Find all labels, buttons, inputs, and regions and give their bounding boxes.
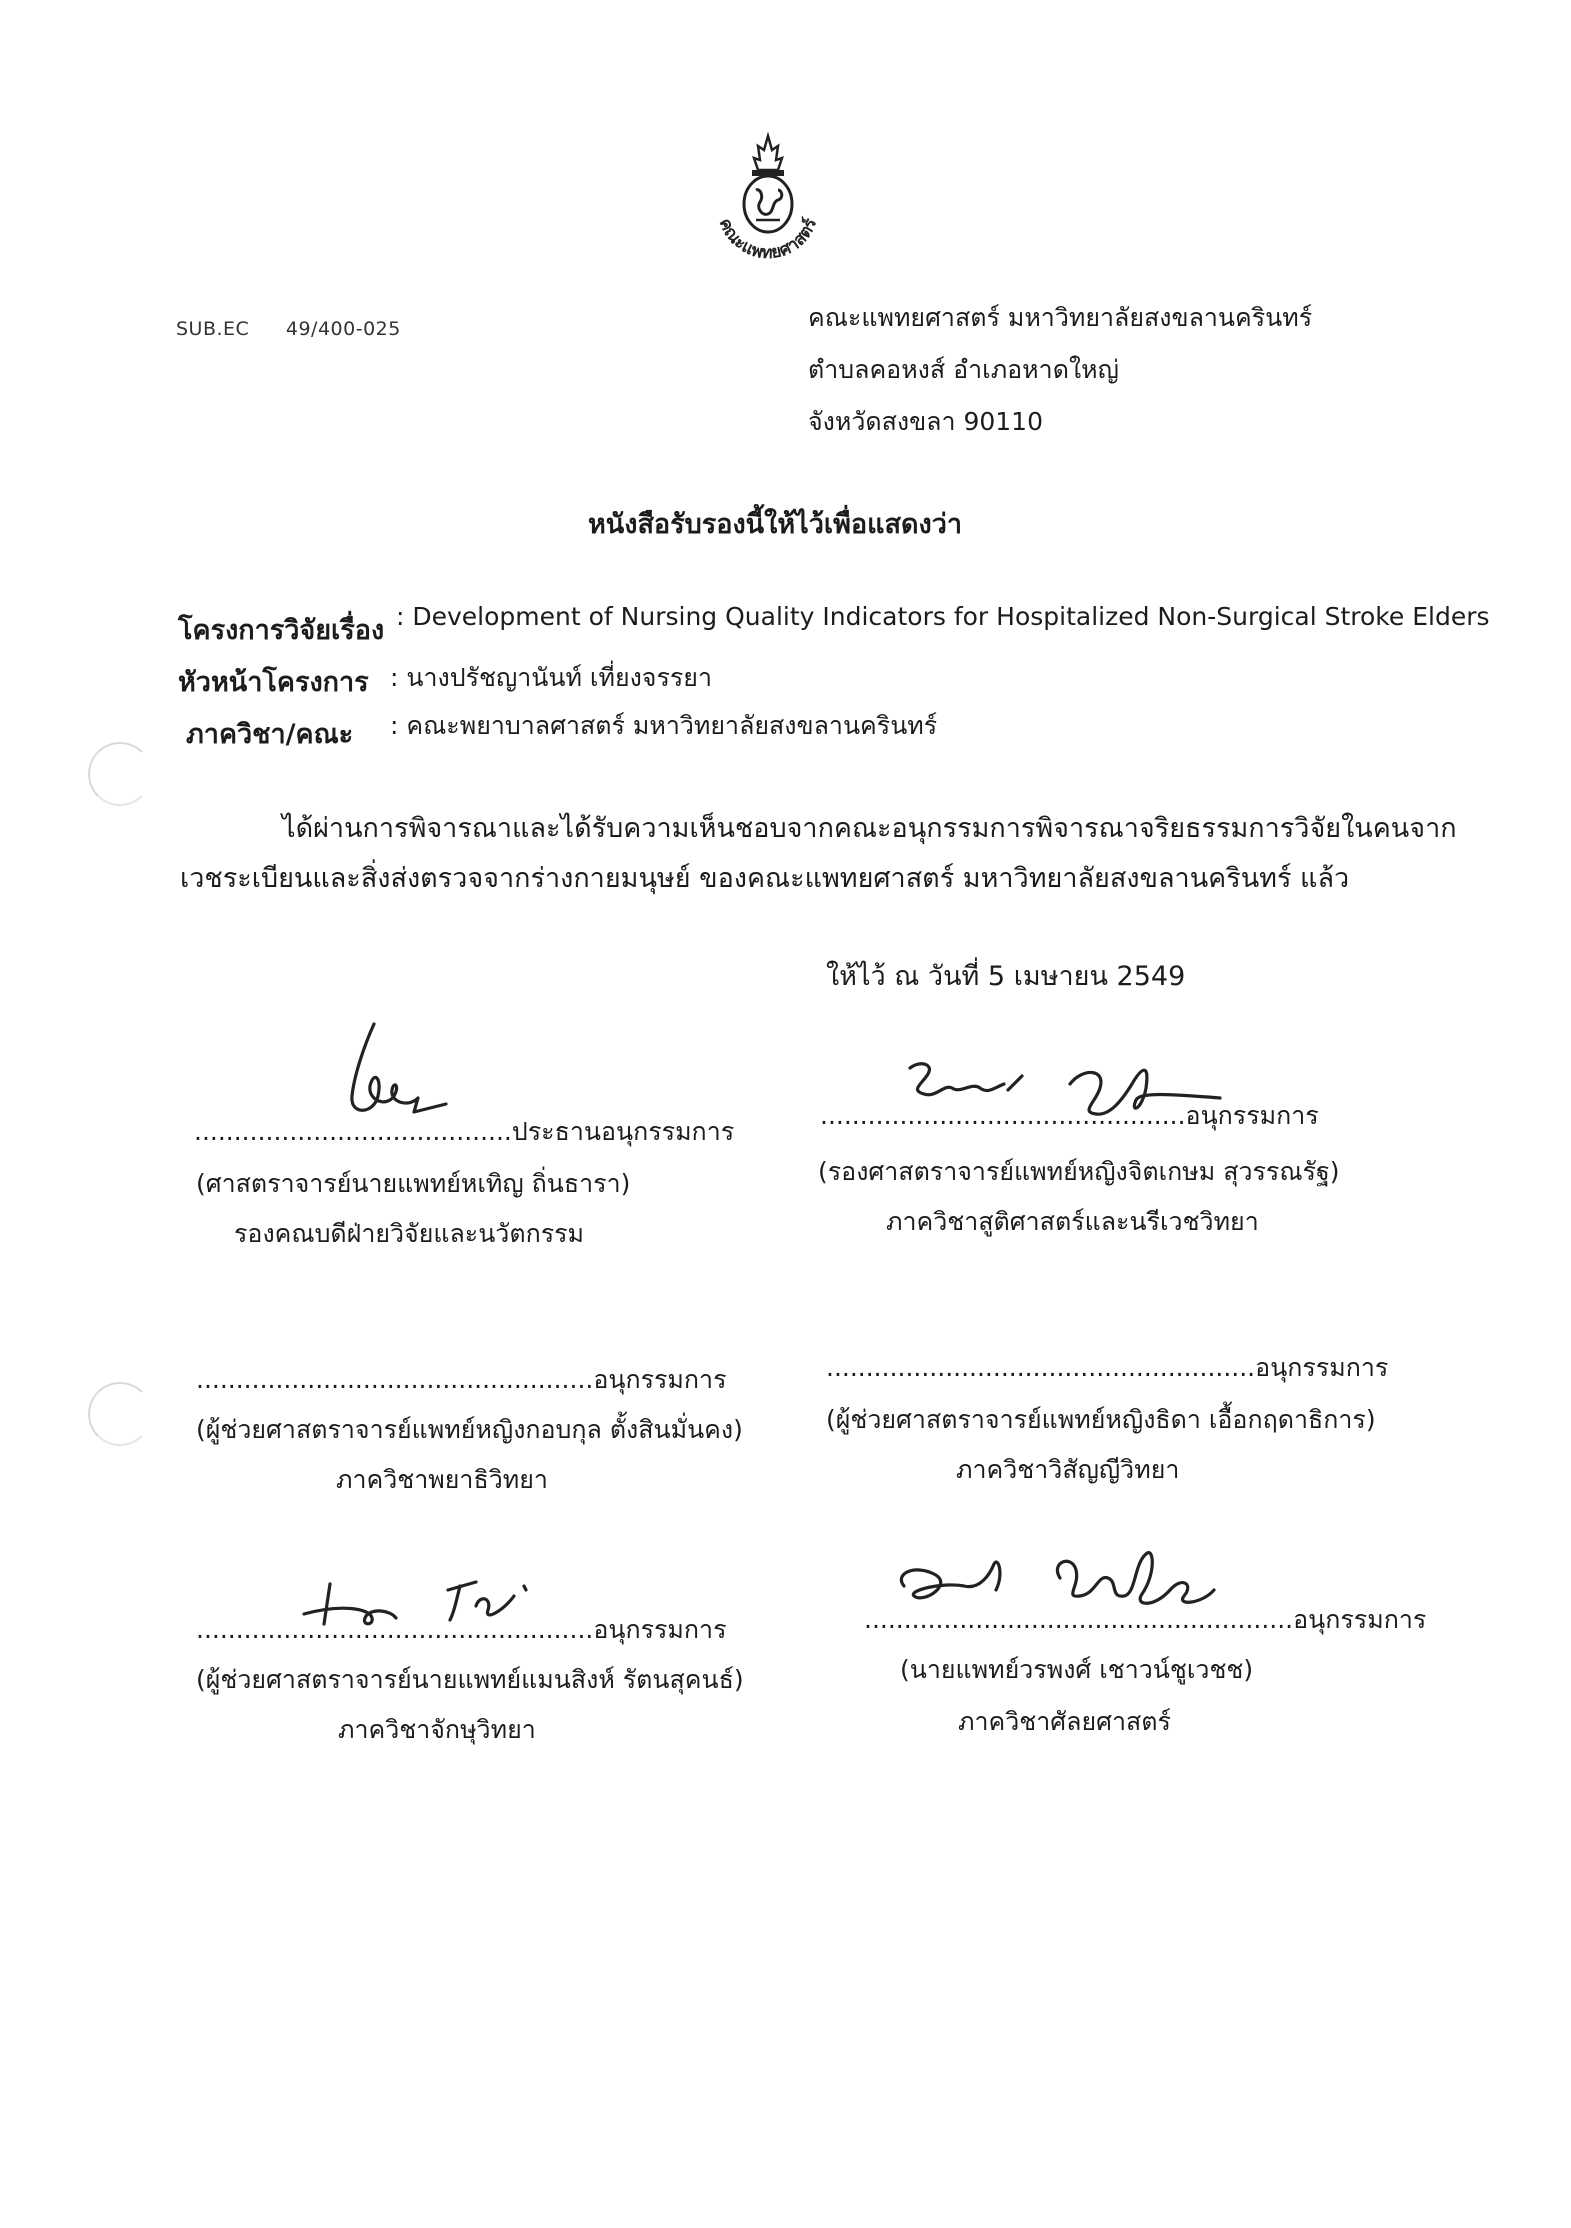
- signature-line-member-3: ......................................................อนุกรรมการ: [826, 1353, 1389, 1382]
- signatory-name-member-4: (ผู้ช่วยศาสตราจารย์นายแพทย์แมนสิงห์ รัตนสุคนธ์): [196, 1665, 744, 1694]
- signatory-name-chairman: (ศาสตราจารย์นายแพทย์หเทิญ ถิ่นธารา): [196, 1169, 631, 1198]
- field-value-department: : คณะพยาบาลศาสตร์ มหาวิทยาลัยสงขลานครินทร์: [390, 711, 938, 740]
- field-label-department: ภาควิชา/คณะ: [186, 719, 354, 750]
- address-line-3: จังหวัดสงขลา 90110: [808, 407, 1043, 436]
- issue-date: ให้ไว้ ณ วันที่ 5 เมษายน 2549: [826, 961, 1186, 992]
- signature-line-chairman: ........................................ประธานอนุกรรมการ: [194, 1117, 735, 1146]
- signatory-dept-member-1: ภาควิชาสูติศาสตร์และนรีเวชวิทยา: [886, 1207, 1259, 1236]
- statement-line-1: ได้ผ่านการพิจารณาและได้รับความเห็นชอบจากคณะอนุกรรมการพิจารณาจริยธรรมการวิจัยในคนจาก: [282, 813, 1457, 844]
- faculty-emblem: [698, 130, 838, 270]
- punch-hole-bottom: [88, 1382, 152, 1446]
- signatory-dept-member-2: ภาควิชาพยาธิวิทยา: [336, 1465, 548, 1494]
- signatory-name-member-5: (นายแพทย์วรพงศ์ เชาวน์ชูเวชช): [900, 1655, 1254, 1684]
- address-line-1: คณะแพทยศาสตร์ มหาวิทยาลัยสงขลานครินทร์: [808, 303, 1313, 332]
- doc-code: [176, 318, 401, 340]
- signatory-dept-chairman: รองคณบดีฝ่ายวิจัยและนวัตกรรม: [234, 1219, 585, 1248]
- field-value-project: : Development of Nursing Quality Indicators for Hospitalized Non-Surgical Stroke Elders: [396, 602, 1490, 631]
- signature-line-member-4: ..................................................อนุกรรมการ: [196, 1615, 727, 1644]
- field-label-project: โครงการวิจัยเรื่อง: [178, 615, 385, 646]
- signatory-name-member-2: (ผู้ช่วยศาสตราจารย์แพทย์หญิงกอบกุล ตั้งสินมั่นคง): [196, 1415, 743, 1444]
- signature-line-member-5: ......................................................อนุกรรมการ: [864, 1605, 1427, 1634]
- signature-line-member-2: ..................................................อนุกรรมการ: [196, 1365, 727, 1394]
- signatory-name-member-1: (รองศาสตราจารย์แพทย์หญิงจิตเกษม สุวรรณรัฐ): [818, 1157, 1340, 1186]
- emblem-text: คณะแพทยศาสตร์: [714, 215, 822, 264]
- address-line-2: ตำบลคอหงส์ อำเภอหาดใหญ่: [808, 355, 1119, 384]
- field-value-lead: : นางปรัชญานันท์ เที่ยงจรรยา: [390, 663, 712, 692]
- signatory-dept-member-4: ภาควิชาจักษุวิทยา: [338, 1715, 536, 1744]
- doc-code-prefix: SUB.EC: [176, 318, 250, 340]
- page-title: หนังสือรับรองนี้ให้ไว้เพื่อแสดงว่า: [588, 509, 963, 540]
- signature-chairman: [334, 1016, 464, 1126]
- doc-code-number: 49/400-025: [285, 318, 401, 340]
- svg-text:คณะแพทยศาสตร์: [715, 215, 822, 263]
- field-label-lead: หัวหน้าโครงการ: [178, 667, 369, 698]
- punch-hole-top: [88, 742, 152, 806]
- statement-line-2: เวชระเบียนและสิ่งส่งตรวจจากร่างกายมนุษย์ ของคณะแพทยศาสตร์ มหาวิทยาลัยสงขลานครินทร์ แล้ว: [180, 863, 1350, 894]
- signature-line-member-1: ..............................................อนุกรรมการ: [820, 1101, 1319, 1130]
- signatory-name-member-3: (ผู้ช่วยศาสตราจารย์แพทย์หญิงธิดา เอื้อกฤดาธิการ): [826, 1405, 1376, 1434]
- signatory-dept-member-5: ภาควิชาศัลยศาสตร์: [958, 1707, 1171, 1736]
- signatory-dept-member-3: ภาควิชาวิสัญญีวิทยา: [956, 1455, 1180, 1484]
